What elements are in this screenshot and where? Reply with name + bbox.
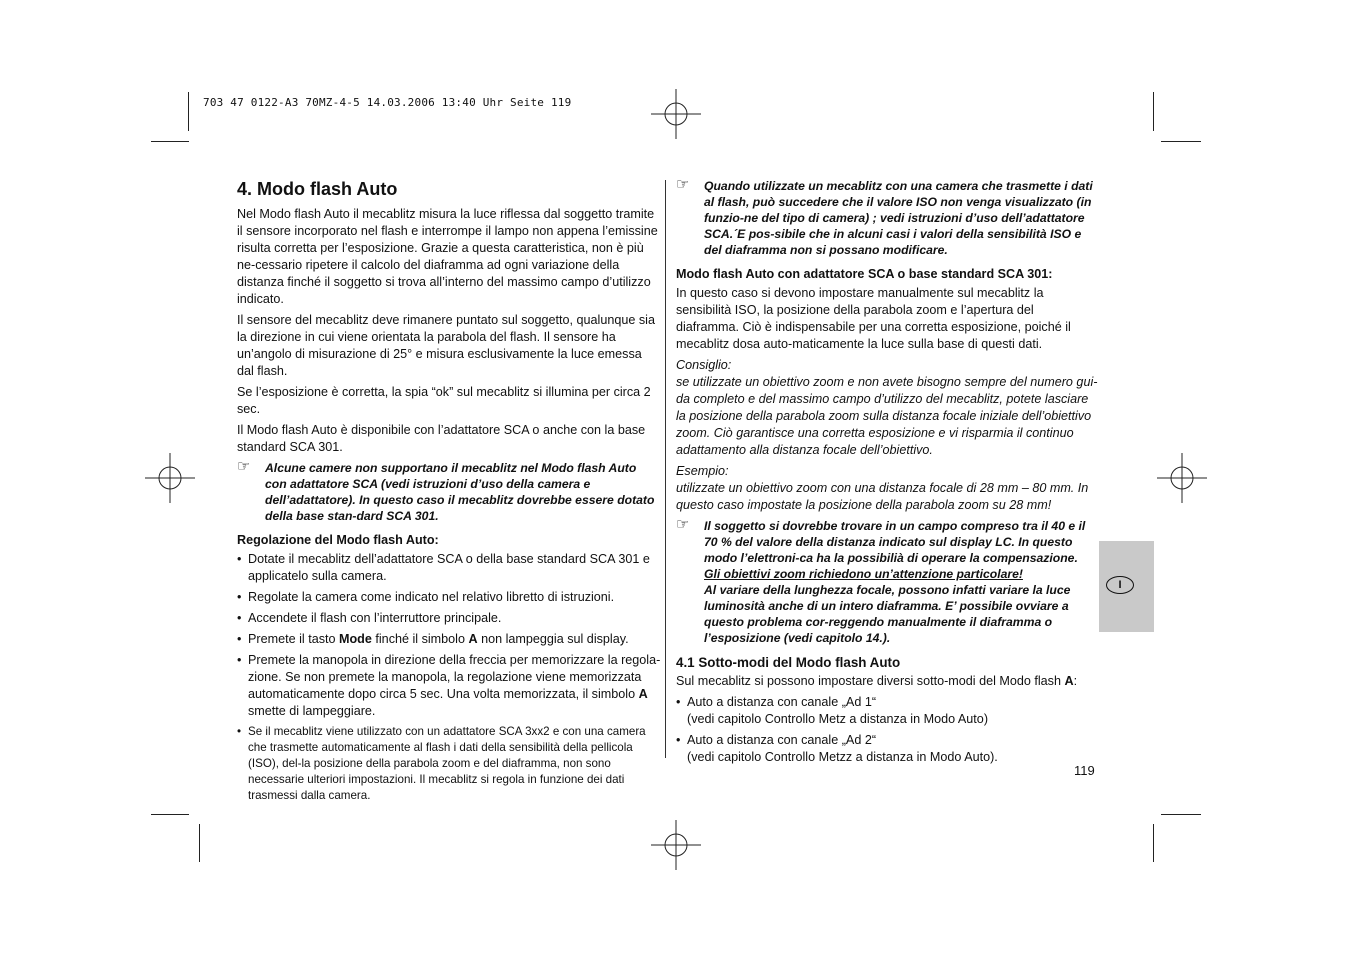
crosshair-icon xyxy=(1157,453,1207,503)
print-header: 703 47 0122-A3 70MZ-4-5 14.03.2006 13:40 Uhr Seite 119 xyxy=(203,96,572,109)
paragraph: In questo caso si devono impostare manualmente sul mecablitz la sensibilità ISO, la posizione della parabola zoom e l’apertura del diaframma. Ciò è indispensabile per una corretta esposizione, poiché il mecablitz dosa auto-maticamente la luce sulla base di questi dati. xyxy=(676,286,1071,351)
example-label: Esempio: xyxy=(676,464,729,478)
note-text: Al variare della lunghezza focale, possono infatti variare la luce luminosità anche di un intero diaframma. E’ possibile ovviare a questo problema cor-reggendo manualmente il diaframma o l’esposizione (vedi capitolo 14.). xyxy=(704,583,1071,645)
list-item: • Accendete il flash con l’interruttore principale. xyxy=(237,610,661,627)
crop-mark xyxy=(188,92,189,131)
crop-mark xyxy=(199,824,200,862)
tip-text: se utilizzate un obiettivo zoom e non avete bisogno sempre del numero gui-da completo e del massimo campo d’utilizzo del mecablitz, potete lasciare la posizione della parabola zoom sulla distanza focale iniziale dell’obiettivo zoom. Ciò garantisce una corretta esposizione e vi risparmia il continuo adattamento alla distanza focale dell’obiettivo. xyxy=(676,375,1098,457)
column-divider xyxy=(665,180,666,758)
right-column xyxy=(676,178,1098,770)
note-warning: Gli obiettivi zoom richiedono un’attenzione particolare! xyxy=(704,567,1023,581)
list-item: • Premete il tasto Mode finché il simbolo A non lampeggia sul display. xyxy=(237,631,661,648)
note-block xyxy=(676,518,1098,646)
crop-mark xyxy=(1153,824,1154,862)
steps-list xyxy=(237,551,661,804)
pointing-hand-icon: ☞ xyxy=(676,176,690,193)
paragraph: Nel Modo flash Auto il mecablitz misura la luce riflessa dal soggetto tramite il sensore incorporato nel flash e interrompe il lampo non appena l’emissine risulta corretta per l’esposizione. Grazie a questa caratteristica, non è più ne-cessario ripetere il calcolo del diaframma ad ogni variazione della distanza finché il soggetto si trova all’interno del massimo campo d’utilizzo indicato. xyxy=(237,207,658,306)
left-column xyxy=(237,178,661,808)
example-text: utilizzate un obiettivo zoom con una distanza focale di 28 mm – 80 mm. In questo caso impostate la posizione della parabola zoom su 28 mm! xyxy=(676,481,1089,512)
note-block xyxy=(676,178,1098,258)
auto-symbol: A xyxy=(1064,674,1074,688)
list-item: • Regolate la camera come indicato nel relativo libretto di istruzioni. xyxy=(237,589,661,606)
section-subheading: Modo flash Auto con adattatore SCA o base standard SCA 301: xyxy=(676,267,1053,281)
submode-list xyxy=(676,694,1098,766)
crop-mark xyxy=(151,814,189,815)
language-badge: I xyxy=(1106,576,1134,594)
crosshair-icon xyxy=(145,453,195,503)
crop-mark xyxy=(1161,141,1201,142)
note-text: Il soggetto si dovrebbe trovare in un campo compreso tra il 40 e il 70 % del valore della distanza indicato sul display LC. In questo modo l’elettroni-ca ha la possibilià di operare la compensazione. xyxy=(704,519,1086,565)
mode-key: Mode xyxy=(339,632,372,646)
section-title: 4.1 Sotto-modi del Modo flash Auto xyxy=(676,655,901,670)
crop-mark xyxy=(1153,92,1154,131)
note-text: Quando utilizzate un mecablitz con una camera che trasmette i dati al flash, può succedere che il valore ISO non venga visualizzato (in funzio-ne del tipo di camera) ; vedi istruzioni d’uso dell’adattatore SCA.´E pos-sibile che in alcuni casi i valori della sensibilità ISO e del diaframma non si possano modificare. xyxy=(704,179,1093,257)
auto-symbol: A xyxy=(638,687,648,701)
auto-symbol: A xyxy=(468,632,478,646)
tip-label: Consiglio: xyxy=(676,358,732,372)
section-subheading: Regolazione del Modo flash Auto: xyxy=(237,533,439,547)
note-block xyxy=(237,460,661,524)
list-item: • Auto a distanza con canale „Ad 1“ (vedi capitolo Controllo Metz a distanza in Modo Auto) xyxy=(676,694,1098,728)
crosshair-icon xyxy=(651,89,701,139)
page-title: 4. Modo flash Auto xyxy=(237,179,398,199)
crop-mark xyxy=(151,141,189,142)
list-item: • Premete la manopola in direzione della freccia per memorizzare la regola-zione. Se non premete la manopola, la regolazione viene memorizzata automaticamente dopo circa 5 sec. Una volta memorizzata, il simbolo A smette di lampeggiare. xyxy=(237,652,661,720)
crop-mark xyxy=(1161,814,1201,815)
paragraph: Il Modo flash Auto è disponibile con l’adattatore SCA o anche con la base standard SCA 301. xyxy=(237,423,646,454)
pointing-hand-icon: ☞ xyxy=(237,458,251,475)
list-item: • Dotate il mecablitz dell’adattatore SCA o della base standard SCA 301 e applicatelo sulla camera. xyxy=(237,551,661,585)
list-item: • Se il mecablitz viene utilizzato con un adattatore SCA 3xx2 e con una camera che trasmette automaticamente al flash i dati della sensibilità della pellicola (ISO), del-la posizione della parabola zoom e del diaframma, non sono necessarie ulteriori impostazioni. Il mecablitz si regola in funzione dei dati trasmessi dalla camera. xyxy=(237,724,661,804)
list-item: • Auto a distanza con canale „Ad 2“ (vedi capitolo Controllo Metzz a distanza in Modo Auto). xyxy=(676,732,1098,766)
paragraph: Sul mecablitz si possono impostare diversi sotto-modi del Modo flash A: xyxy=(676,674,1078,688)
crosshair-icon xyxy=(651,820,701,870)
paragraph: Il sensore del mecablitz deve rimanere puntato sul soggetto, qualunque sia la direzione in cui viene orientata la parabola del flash. Il sensore ha un’angolo di misurazione di 25° e misura esclusivamente la luce emessa dal flash. xyxy=(237,313,655,378)
note-text: Alcune camere non supportano il mecablitz nel Modo flash Auto con adattatore SCA (vedi istruzioni d’uso della camera e dell’adattatore). In questo caso il mecablitz dovrebbe essere dotato della base stan-dard SCA 301. xyxy=(265,461,655,523)
paragraph: Se l’esposizione è corretta, la spia “ok” sul mecablitz si illumina per circa 2 sec. xyxy=(237,385,651,416)
pointing-hand-icon: ☞ xyxy=(676,516,690,533)
page-number: 119 xyxy=(1074,763,1095,778)
